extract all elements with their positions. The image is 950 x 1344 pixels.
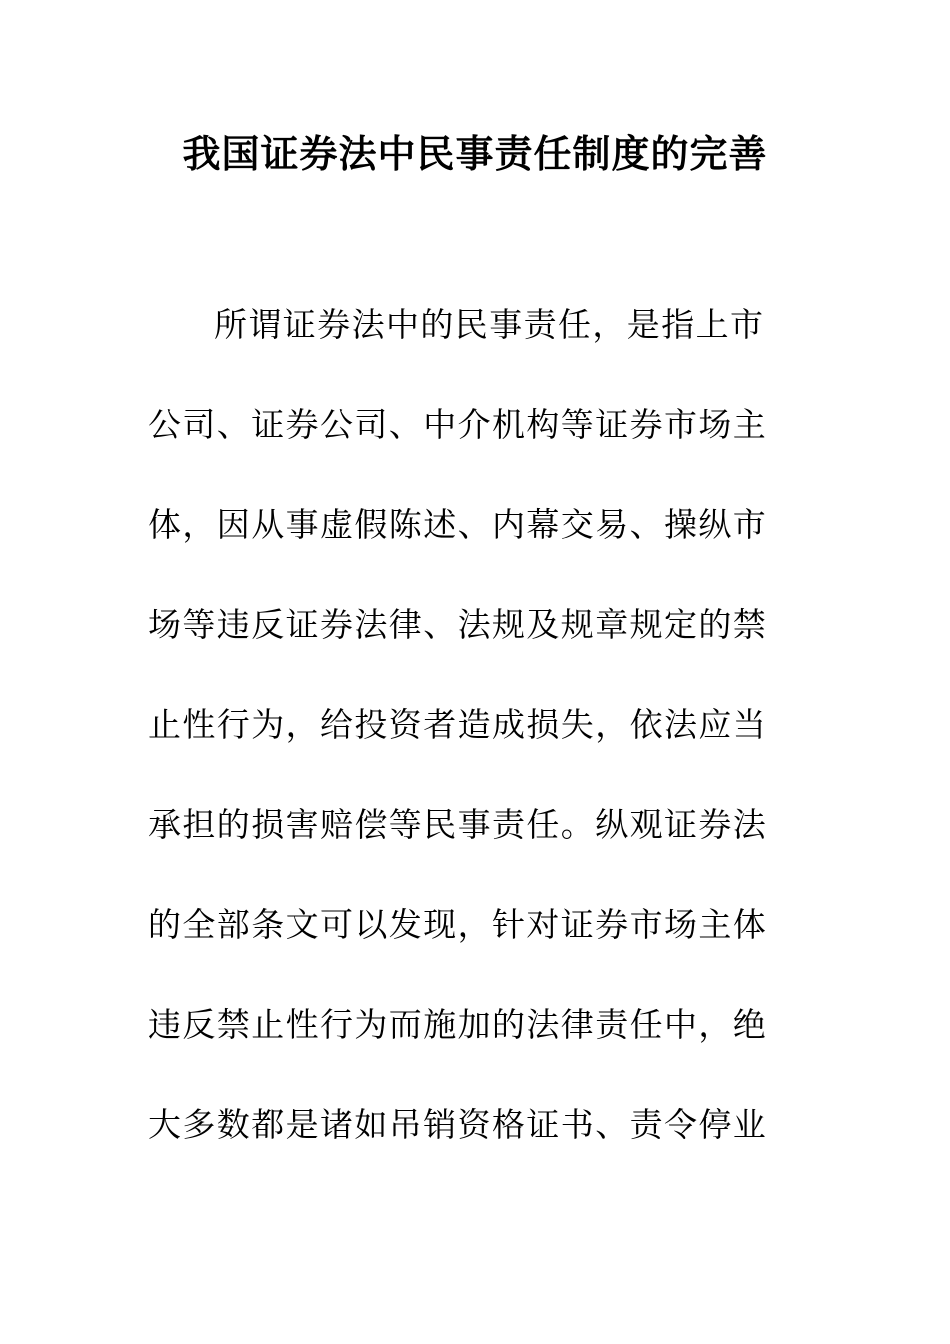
- paragraph-line: 止性行为，给投资者造成损失，依法应当: [148, 705, 768, 744]
- paragraph-line: 体，因从事虚假陈述、内幕交易、操纵市: [148, 505, 768, 544]
- paragraph-line: 场等违反证券法律、法规及规章规定的禁: [148, 605, 768, 644]
- document-title: 我国证券法中民事责任制度的完善: [182, 131, 768, 176]
- paragraph-line: 的全部条文可以发现，针对证券市场主体: [148, 905, 768, 944]
- paragraph-line: 违反禁止性行为而施加的法律责任中，绝: [148, 1005, 768, 1044]
- paragraph-line: 公司、证券公司、中介机构等证券市场主: [148, 405, 768, 444]
- paragraph-line: 所谓证券法中的民事责任，是指上市: [214, 305, 765, 344]
- paragraph-line: 大多数都是诸如吊销资格证书、责令停业: [148, 1105, 768, 1144]
- paragraph-line: 承担的损害赔偿等民事责任。纵观证券法: [148, 805, 768, 844]
